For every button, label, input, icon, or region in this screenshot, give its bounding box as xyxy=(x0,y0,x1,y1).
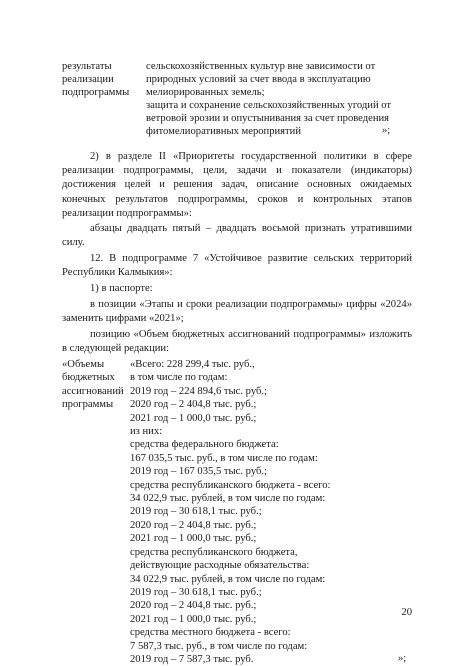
top-label-line: результаты xyxy=(62,61,112,72)
text-line: из них: xyxy=(130,426,163,438)
text-line: 2021 год – 1 000,0 тыс. руб.; xyxy=(130,613,257,625)
text-line: средства федерального бюджета: xyxy=(130,439,279,451)
text-line: средства местного бюджета - всего: xyxy=(130,627,291,639)
text-line: бюджетных xyxy=(62,372,115,384)
top-label-line: подпрограммы xyxy=(62,87,130,98)
text-line: Республики Калмыкия»: xyxy=(62,267,173,279)
text-line: 2021 год – 1 000,0 тыс. руб.; xyxy=(130,533,257,545)
paragraph-passport xyxy=(62,282,412,296)
budget-table-end-mark: »; xyxy=(398,653,407,664)
top-value-line: ветровой эрозии и опустынивания за счет проведения xyxy=(146,113,390,124)
text-line: действующие расходные обязательства: xyxy=(130,560,310,572)
text-line: 2019 год – 7 587,3 тыс. руб. xyxy=(130,653,254,665)
text-line: реализации подпрограммы, цели, задачи и показатели (индикаторы) xyxy=(62,165,412,177)
paragraph-position-stages xyxy=(62,298,412,326)
top-table-end-mark: »; xyxy=(382,125,391,136)
page-number: 20 xyxy=(401,607,412,618)
text-line: средства республиканского бюджета - всего: xyxy=(130,479,331,491)
budget-table-label xyxy=(62,358,128,412)
text-line: в следующей редакции: xyxy=(62,343,170,355)
text-line: заменить цифрами «2021»; xyxy=(62,313,184,325)
paragraph-12 xyxy=(62,252,412,280)
top-value-line: фитомелиоративных мероприятий xyxy=(146,126,302,137)
text-line: 12. В подпрограмме 7 «Устойчивое развитие сельских территорий xyxy=(90,253,412,264)
text-line: достижения целей и решения задач, описание основных ожидаемых xyxy=(62,179,412,191)
top-value-line: мелиорированных земель; xyxy=(146,87,265,98)
text-line: позицию «Объем бюджетных ассигнований подпрограммы» изложить xyxy=(90,329,412,340)
paragraph-abzacy xyxy=(62,222,412,250)
text-line: 1) в паспорте: xyxy=(90,283,153,294)
text-line: «Всего: 228 299,4 тыс. руб., xyxy=(130,359,255,370)
budget-table-value xyxy=(130,358,420,666)
top-label-line: реализации xyxy=(62,74,114,85)
text-line: силу. xyxy=(62,237,85,249)
text-line: реализации подпрограммы»: xyxy=(62,207,192,219)
text-line: в позиции «Этапы и сроки реализации подпрограммы» цифры «2024» xyxy=(90,299,412,310)
text-line: 2021 год – 1 000,0 тыс. руб.; xyxy=(130,412,257,424)
text-line: абзацы двадцать пятый – двадцать восьмой признать утратившими xyxy=(90,223,412,234)
text-line: 2019 год – 30 618,1 тыс. руб.; xyxy=(130,506,262,518)
text-line: 2019 год – 30 618,1 тыс. руб.; xyxy=(130,586,262,598)
top-value-line: сельскохозяйственных культур вне зависимости от xyxy=(146,61,376,72)
text-line: 2019 год – 224 894,6 тыс. руб.; xyxy=(130,385,267,397)
text-line: «Объемы xyxy=(62,359,105,370)
text-line: в том числе по годам: xyxy=(130,372,228,384)
text-line: средства республиканского бюджета, xyxy=(130,546,298,558)
text-line: ассигнований xyxy=(62,385,124,397)
text-line: 167 035,5 тыс. руб., в том числе по годам: xyxy=(130,452,318,464)
text-line: 2) в разделе II «Приоритеты государственной политики в сфере xyxy=(90,151,412,162)
text-line: 2019 год – 167 035,5 тыс. руб.; xyxy=(130,466,267,478)
text-line: программы xyxy=(62,399,114,411)
top-value-line: защита и сохранение сельскохозяйственных угодий от xyxy=(146,100,392,111)
text-line: 2020 год – 2 404,8 тыс. руб.; xyxy=(130,600,257,612)
text-line: 2020 год – 2 404,8 тыс. руб.; xyxy=(130,399,257,411)
text-line: 34 022,9 тыс. рублей, в том числе по годам: xyxy=(130,573,326,585)
text-line: 7 587,3 тыс. руб., в том числе по годам: xyxy=(130,640,308,652)
text-line: 34 022,9 тыс. рублей, в том числе по годам: xyxy=(130,493,326,505)
paragraph-position-budget xyxy=(62,328,412,356)
text-line: конечных результатов подпрограммы, сроков и контрольных этапов xyxy=(62,193,412,205)
top-value-line: природных условий за счет ввода в эксплуатацию xyxy=(146,74,371,85)
paragraph-section-ii xyxy=(62,150,412,221)
text-line: 2020 год – 2 404,8 тыс. руб.; xyxy=(130,519,257,531)
